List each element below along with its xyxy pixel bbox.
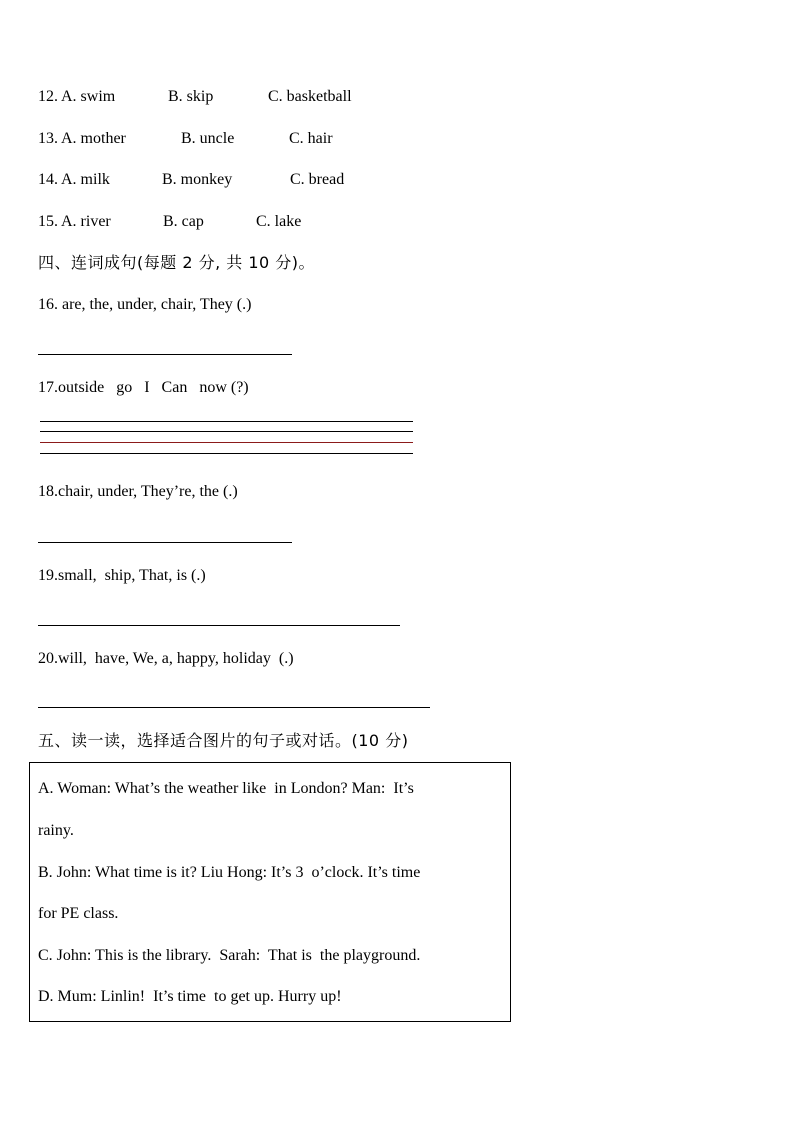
option-a: A. milk — [61, 171, 110, 188]
option-c: C. bread — [290, 171, 345, 188]
dialogue-c: C. John: This is the library. Sarah: That is the playground. — [38, 947, 421, 964]
question-16 — [38, 295, 251, 315]
dialogue-a-line-1: A. Woman: What’s the weather like in London? Man: It’s — [38, 780, 414, 797]
question-20 — [38, 649, 294, 669]
question-text: . are, the, under, chair, They (.) — [54, 296, 252, 313]
section-5-title: 五、读一读，选择适合图片的句子或对话。(10 分) — [38, 731, 409, 750]
dialogue-b-line-2: for PE class. — [38, 905, 119, 922]
dialogue-b-line-1: B. John: What time is it? Liu Hong: It’s 3 o’clock. It’s time — [38, 864, 421, 881]
question-number: 20. — [38, 650, 58, 667]
question-number: 17. — [38, 379, 58, 396]
answer-line-16[interactable] — [38, 354, 292, 355]
question-number: 12. — [38, 88, 58, 105]
question-number: 16 — [38, 296, 54, 313]
option-c: C. lake — [256, 213, 302, 230]
dialogue-d: D. Mum: Linlin! It’s time to get up. Hurry up! — [38, 988, 342, 1005]
question-18 — [38, 482, 238, 502]
option-c: C. hair — [289, 130, 333, 147]
option-b: B. skip — [168, 88, 214, 105]
option-a: A. swim — [61, 88, 116, 105]
option-b: B. uncle — [181, 130, 235, 147]
option-c: C. basketball — [268, 88, 352, 105]
question-text: small, ship, That, is (.) — [58, 567, 206, 584]
option-a: A. river — [61, 213, 111, 230]
dialogue-a-line-2: rainy. — [38, 822, 74, 839]
question-number: 18. — [38, 483, 58, 500]
option-b: B. monkey — [162, 171, 233, 188]
writing-rule — [40, 453, 413, 454]
question-text: outside go I Can now (?) — [58, 379, 249, 396]
question-number: 19. — [38, 567, 58, 584]
answer-line-18[interactable] — [38, 542, 292, 543]
section-4-title: 四、连词成句(每题 2 分, 共 10 分)。 — [38, 253, 316, 272]
option-b: B. cap — [163, 213, 204, 230]
question-text: chair, under, They’re, the (.) — [58, 483, 238, 500]
writing-rule — [40, 431, 413, 432]
answer-line-20[interactable] — [38, 707, 430, 708]
writing-rule-red — [40, 442, 413, 443]
question-text: will, have, We, a, happy, holiday (.) — [58, 650, 294, 667]
question-number: 13. — [38, 130, 58, 147]
question-number: 15. — [38, 213, 58, 230]
option-a: A. mother — [61, 130, 126, 147]
question-number: 14. — [38, 171, 58, 188]
question-19 — [38, 566, 206, 586]
answer-line-19[interactable] — [38, 625, 400, 626]
question-17 — [38, 378, 249, 398]
writing-rule — [40, 421, 413, 422]
dialogue-options-box — [29, 762, 511, 1022]
